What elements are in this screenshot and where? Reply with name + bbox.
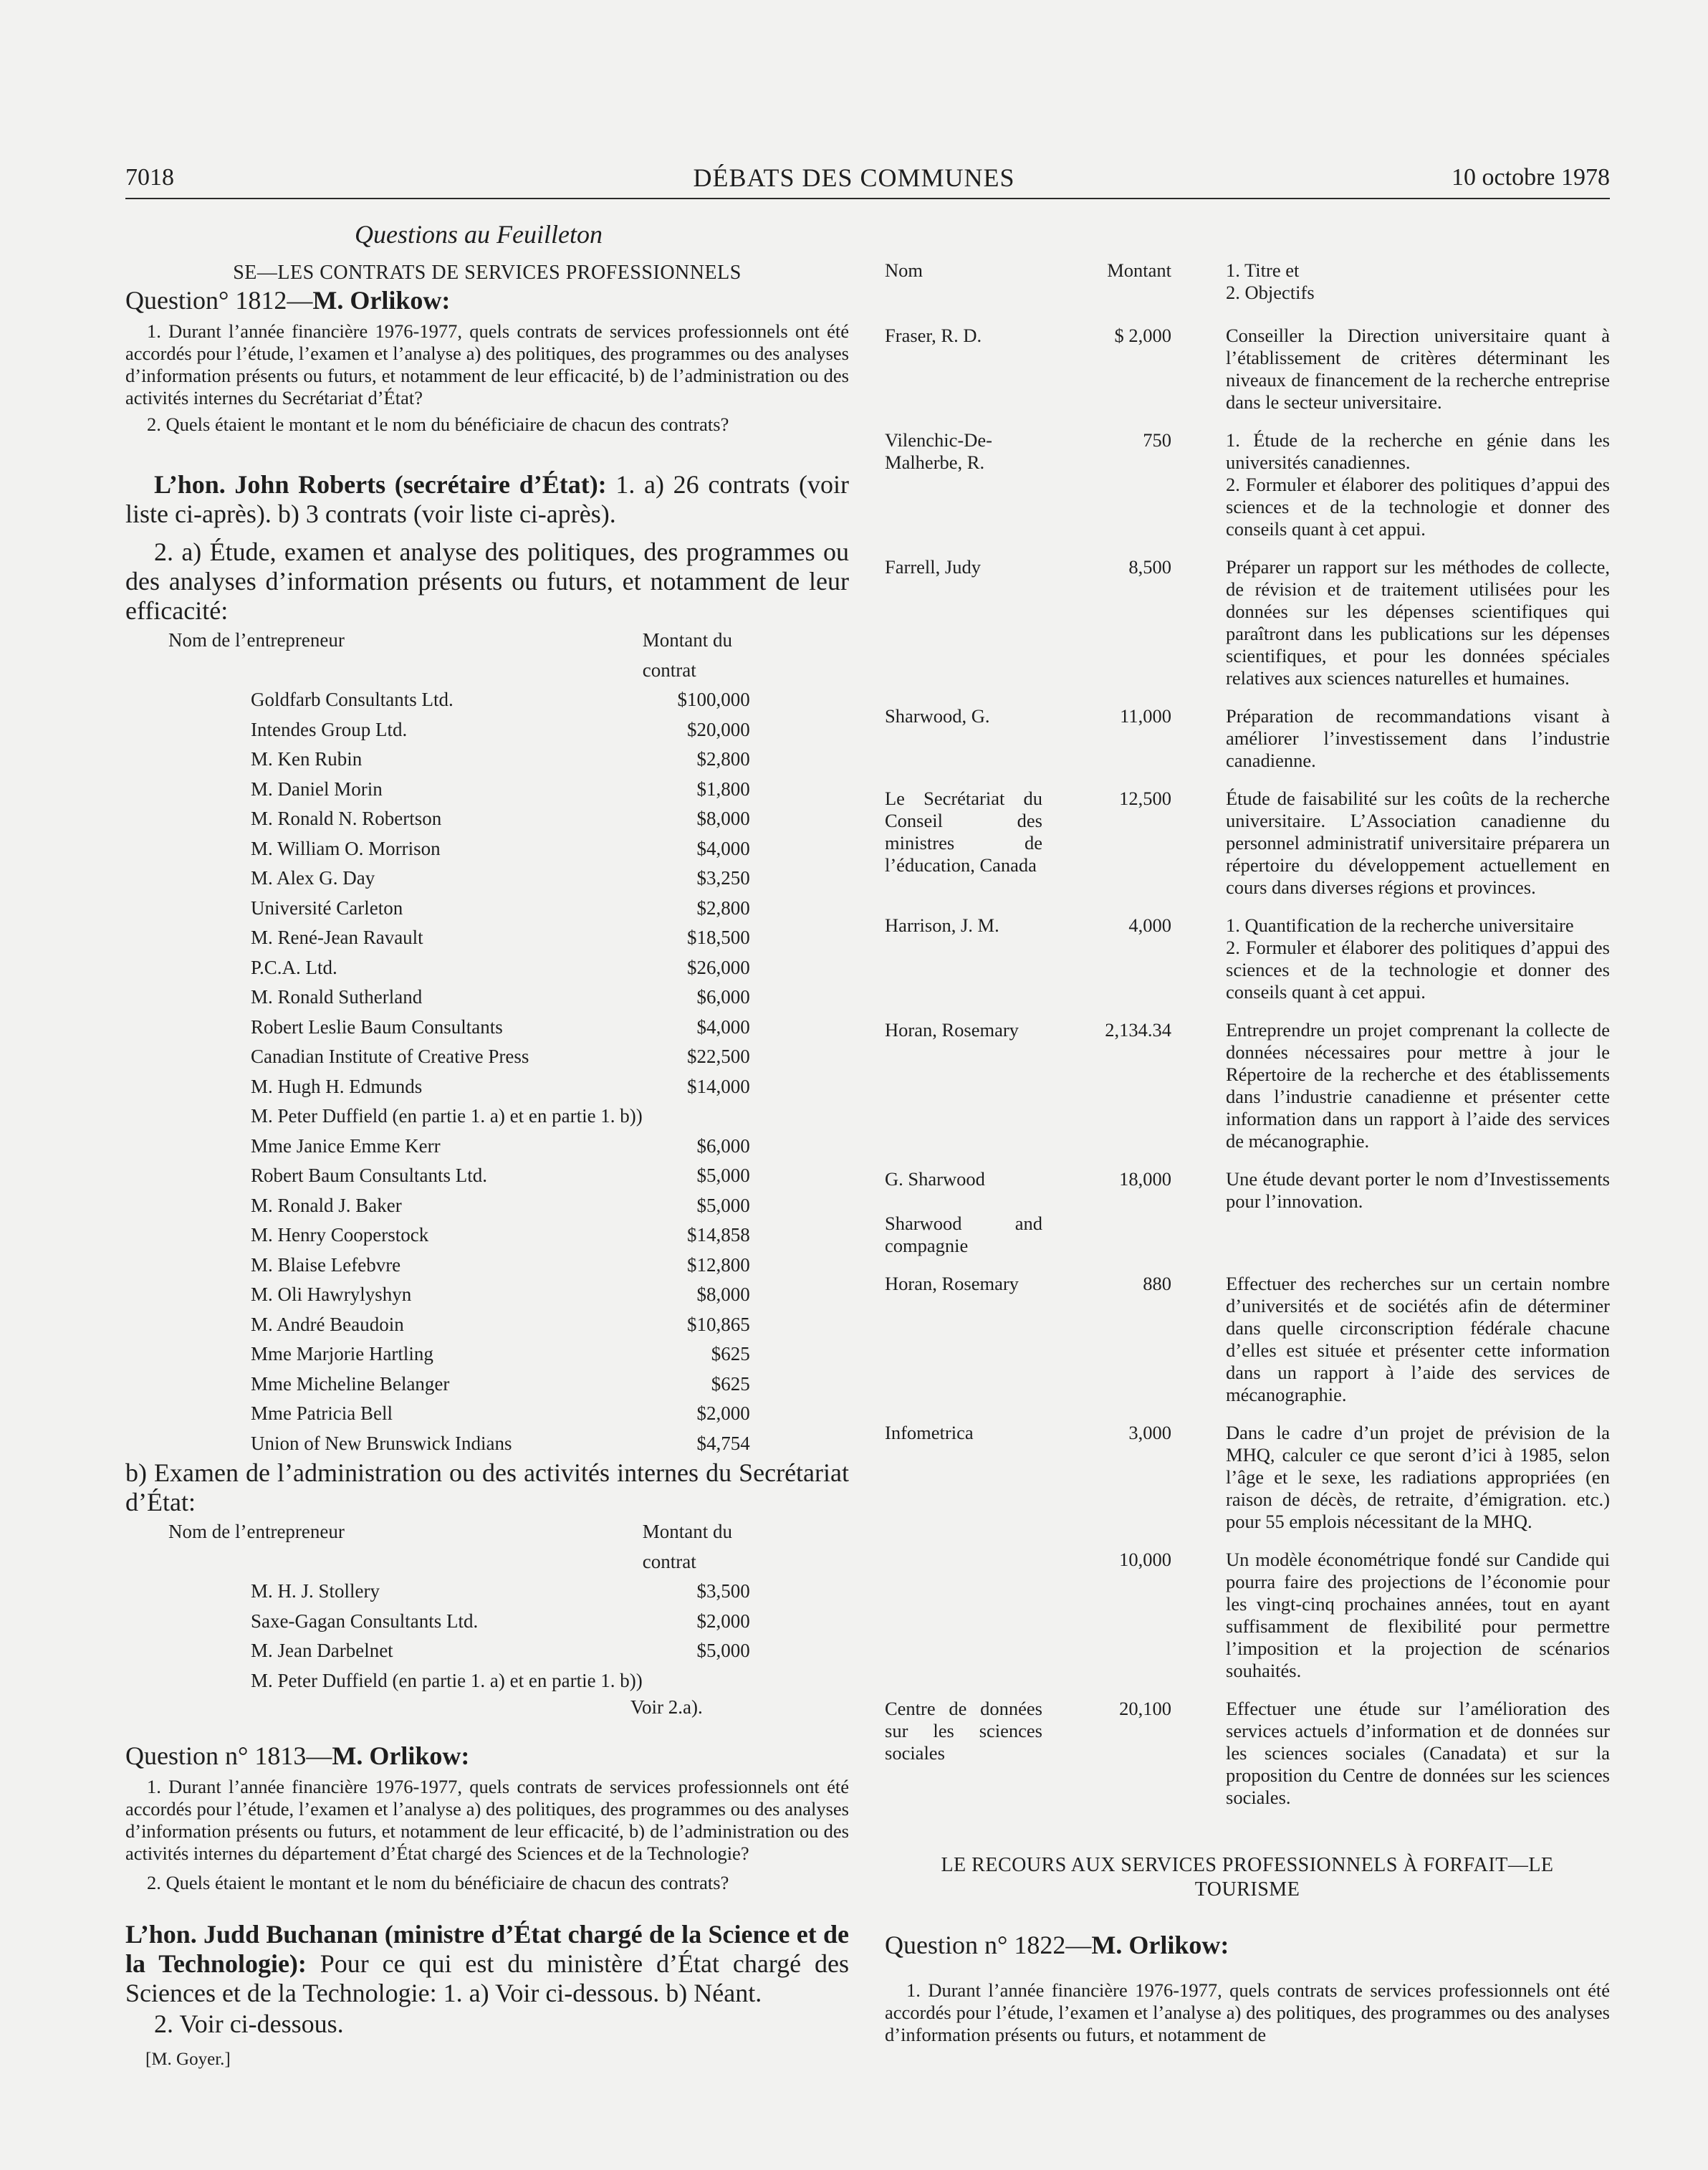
table-row	[125, 983, 750, 1013]
contract-amount: $14,858	[687, 1224, 750, 1246]
table-row	[125, 1370, 750, 1400]
page-number: 7018	[125, 164, 174, 191]
contractor-name: Saxe-Gagan Consultants Ltd.	[251, 1610, 479, 1632]
table-row	[125, 834, 750, 864]
contractor-name: Mme Janice Emme Kerr	[251, 1134, 441, 1157]
contractor-name: Horan, Rosemary	[885, 1273, 1019, 1294]
journal-title: DÉBATS DES COMMUNES	[693, 163, 1015, 192]
contractor-name: M. William O. Morrison	[251, 837, 441, 859]
contract-amount: $12,800	[687, 1253, 750, 1276]
contract-amount: 750	[1143, 429, 1171, 451]
table-row	[885, 1549, 1610, 1698]
contract-objectives: Effectuer des recherches sur un certain nombre d’universités et de sociétés afin de déterminer dans quelle circonscription fédérale chacune d’elles est située et présenter cette information dans un rapport à l’aide des services de mécanographie.	[1226, 1273, 1610, 1405]
section-b-heading: b) Examen de l’administration ou des activités internes du Secrétariat d’État:	[125, 1458, 849, 1516]
question-1812-heading	[125, 286, 849, 315]
contract-amount: $10,865	[687, 1313, 750, 1335]
speaker-note: [M. Goyer.]	[145, 2050, 231, 2069]
contract-amount: 18,000	[1119, 1168, 1171, 1190]
table-row	[125, 1399, 750, 1429]
contract-objectives: Dans le cadre d’un projet de prévision de la MHQ, calculer ce que seront d’ici à 1985, selon l’âge et le sexe, les radiations appropriées (en raison de décès, de retraite, d’émigration. etc.) pour 55 emplois nécessitant de la MHQ.	[1226, 1422, 1610, 1532]
contract-amount: 12,500	[1119, 788, 1171, 809]
contract-amount	[643, 1101, 750, 1132]
col-header-montant: Montant	[1107, 259, 1171, 281]
table-row	[125, 1666, 750, 1696]
contract-amount: 3,000	[1128, 1422, 1171, 1443]
contract-amount: $ 2,000	[1114, 325, 1171, 346]
contract-objectives: 1. Quantification de la recherche universitaire 2. Formuler et élaborer des politiques d’appui des sciences et de la technologie et donner des conseils quant à cet appui.	[1226, 914, 1610, 1003]
question-asker: M. Orlikow:	[1091, 1931, 1229, 1959]
contracts-detail-table	[885, 259, 1610, 1825]
contract-amount: $2,000	[696, 1610, 750, 1632]
contract-objectives: Préparer un rapport sur les méthodes de collecte, de révision et de traitement utilisées pour les données sur les dépenses scientifiques qui paraîtront dans les publications sur les dépenses scientifiques, et pour les données spéciales relatives aux sciences naturelles et humaines.	[1226, 556, 1610, 689]
contract-objectives: Étude de faisabilité sur les coûts de la recherche universitaire. L’Association canadienne du personnel administratif universitaire préparera un répertoire du développement actuellement en cours dans diverses régions et provinces.	[1226, 788, 1610, 898]
table-row	[125, 1607, 750, 1637]
table-row	[125, 775, 750, 805]
contract-objectives: Une étude devant porter le nom d’Investissements pour l’innovation.	[1226, 1168, 1610, 1212]
contractor-name: Harrison, J. M.	[885, 914, 999, 936]
table-row	[125, 1636, 750, 1666]
table-row	[885, 788, 1610, 914]
table-row	[125, 894, 750, 924]
table-row	[125, 1577, 750, 1607]
table-row	[125, 864, 750, 894]
section-title: SE—LES CONTRATS DE SERVICES PROFESSIONNELS	[233, 262, 742, 284]
contract-amount: $2,000	[696, 1402, 750, 1424]
table-row	[885, 914, 1610, 1019]
contract-amount: $26,000	[687, 956, 750, 978]
col-header-name: Nom de l’entrepreneur	[168, 1521, 345, 1542]
question-prefix: Question n° 1813—	[125, 1741, 332, 1770]
voir-note: Voir 2.a).	[630, 1696, 703, 1718]
contractor-name: M. H. J. Stollery	[251, 1580, 380, 1602]
contract-amount: 8,500	[1128, 556, 1171, 578]
contract-amount: $22,500	[687, 1046, 750, 1067]
table-row	[125, 1251, 750, 1281]
contract-amount: $5,000	[696, 1165, 750, 1186]
left-column	[125, 219, 849, 2070]
table-row	[125, 1042, 750, 1072]
contracts-table-a	[125, 626, 750, 1458]
table-row	[125, 804, 750, 834]
table-row	[125, 715, 750, 745]
contract-amount: $5,000	[696, 1194, 750, 1216]
answer-1-speaker: L’hon. John Roberts (secrétaire d’État):	[154, 470, 607, 499]
answer-2-speaker: L’hon. Judd Buchanan (ministre d’État chargé de la Science et de la Technologie):	[125, 1920, 849, 1978]
table-row	[125, 1161, 750, 1191]
table-row	[125, 1429, 750, 1459]
contract-amount: 880	[1143, 1273, 1171, 1294]
contractor-name: M. Ronald N. Robertson	[251, 808, 442, 829]
question-1812-part2: 2. Quels étaient le montant et le nom du bénéficiaire de chacun des contrats?	[147, 414, 729, 435]
table-row	[885, 325, 1610, 429]
answer-2-paragraph	[125, 1920, 849, 2008]
contract-amount: 2,134.34	[1105, 1019, 1171, 1041]
contract-amount: $100,000	[677, 689, 750, 710]
contractor-name: Union of New Brunswick Indians	[251, 1432, 512, 1454]
contractor-name: Mme Micheline Belanger	[251, 1372, 450, 1395]
contract-amount: 4,000	[1128, 914, 1171, 936]
table-row	[125, 953, 750, 983]
contract-amount: $18,500	[687, 927, 750, 948]
right-column	[885, 259, 1610, 2046]
contractor-name	[885, 1549, 1042, 1698]
table-row	[885, 705, 1610, 788]
table-row	[125, 1280, 750, 1310]
contractor-name: M. Jean Darbelnet	[251, 1640, 393, 1661]
answer-1-paragraph	[125, 470, 849, 529]
contractor-name: Robert Baum Consultants Ltd.	[251, 1165, 487, 1186]
page-date: 10 octobre 1978	[1452, 164, 1610, 191]
contract-amount: $3,250	[696, 867, 750, 889]
contract-amount: $4,000	[696, 1015, 750, 1038]
contractor-name: Vilenchic-De-Malherbe, R.	[885, 429, 992, 473]
section-italic: Questions au Feuilleton	[355, 220, 603, 249]
header-rule	[125, 198, 1610, 199]
contract-objectives: 1. Étude de la recherche en génie dans les universités canadiennes. 2. Formuler et élaborer des politiques d’appui des sciences et de la technologie et donner des conseils quant à cet appui.	[1226, 429, 1610, 540]
table-row	[125, 1101, 750, 1132]
answer-2-text: Pour ce qui est du ministère d’État chargé des Sciences et de la Technologie: 1. a) Voir ci-dessous. b) Néant.	[125, 1949, 849, 2007]
contract-amount: $2,800	[696, 897, 750, 919]
contract-objectives: Entreprendre un projet comprenant la collecte de données nécessaires pour mettre à jour le Répertoire de la recherche et des établissements dans l’industrie canadienne et présenter cette information dans un rapport à l’aide des services de mécanographie.	[1226, 1019, 1610, 1152]
contractor-name: M. Peter Duffield (en partie 1. a) et en partie 1. b))	[251, 1669, 643, 1691]
contract-amount: $14,000	[687, 1075, 750, 1097]
contractor-name: M. René-Jean Ravault	[251, 927, 423, 948]
table-row	[885, 1698, 1610, 1825]
contract-amount: $20,000	[687, 718, 750, 740]
table-row	[885, 429, 1610, 556]
contractor-name: M. Peter Duffield (en partie 1. a) et en partie 1. b))	[251, 1105, 643, 1127]
contractor-name: Mme Marjorie Hartling	[251, 1343, 433, 1364]
table-row	[885, 1168, 1610, 1273]
contractor-name: M. Hugh H. Edmunds	[251, 1075, 423, 1097]
contractor-name: Sharwood, G.	[885, 705, 990, 727]
question-prefix: Question° 1812—	[125, 286, 313, 315]
answer-2-part2: 2. Voir ci-dessous.	[154, 2009, 344, 2038]
question-1813-heading	[125, 1741, 849, 1770]
contractor-name: M. Ronald J. Baker	[251, 1194, 402, 1216]
contractor-name: Horan, Rosemary	[885, 1019, 1019, 1041]
table-row	[125, 1310, 750, 1340]
question-asker: M. Orlikow:	[312, 286, 451, 315]
question-1822-part1: 1. Durant l’année financière 1976-1977, quels contrats de services professionnels ont été accordés pour l’étude, l’examen et l’analyse a) des politiques, des programmes ou des analyses d’information présents ou futurs, et notamment de	[885, 1979, 1610, 2045]
col-header-objectifs: 1. Titre et 2. Objectifs	[1226, 259, 1315, 303]
contract-amount: $8,000	[696, 808, 750, 829]
contractor-name: M. Alex G. Day	[251, 867, 375, 889]
contractor-name: M. Daniel Morin	[251, 778, 383, 800]
contractor-name: Goldfarb Consultants Ltd.	[251, 689, 454, 710]
contract-amount: $2,800	[696, 748, 750, 770]
answer-1-part2: 2. a) Étude, examen et analyse des politiques, des programmes ou des analyses d’information présents ou futurs, et notamment de leur efficacité:	[125, 537, 849, 625]
table-row	[125, 923, 750, 953]
contract-amount: $6,000	[696, 986, 750, 1008]
contractor-name: M. André Beaudoin	[251, 1313, 404, 1335]
contract-amount: $4,000	[696, 837, 750, 859]
table-row	[885, 556, 1610, 705]
contractor-name: M. Blaise Lefebvre	[251, 1253, 401, 1276]
contract-objectives: Conseiller la Direction universitaire quant à l’établissement de critères déterminant les niveaux de financement de la recherche entreprise dans le secteur universitaire.	[1226, 325, 1610, 413]
contractor-name: Canadian Institute of Creative Press	[251, 1046, 529, 1067]
contractor-name: Intendes Group Ltd.	[251, 718, 408, 740]
contractor-name: M. Oli Hawrylyshyn	[251, 1284, 412, 1305]
contractor-name: M. Ronald Sutherland	[251, 986, 423, 1008]
contract-amount: $3,500	[696, 1580, 750, 1602]
section-2-title: LE RECOURS AUX SERVICES PROFESSIONNELS À FORFAIT—LE TOURISME	[941, 1854, 1554, 1901]
contract-objectives: Effectuer une étude sur l’amélioration des services actuels d’information et de données sur les sciences sociales (Canadata) et sur la proposition du Centre de données sur les sciences sociales.	[1226, 1698, 1610, 1808]
question-1812-part1: 1. Durant l’année financière 1976-1977, quels contrats de services professionnels ont été accordés pour l’étude, l’examen et l’analyse a) des politiques, des programmes ou des analyses d’information présents ou futurs, et notamment de leur efficacité, b) de l’administration ou des activités internes du Secrétariat d’État?	[125, 320, 849, 408]
col-header-name: Nom de l’entrepreneur	[168, 629, 345, 651]
col-header-amount: Montant du contrat	[642, 1521, 733, 1572]
contractor-name: Centre de données sur les sciences sociales	[885, 1698, 1042, 1764]
col-header-nom: Nom	[885, 259, 923, 281]
contract-amount: 11,000	[1120, 705, 1171, 727]
contractor-name: Mme Patricia Bell	[251, 1402, 393, 1424]
question-1813-part1: 1. Durant l’année financière 1976-1977, quels contrats de services professionnels ont été accordés pour l’étude, l’examen et l’analyse a) des politiques, des programmes ou des analyses d’information présents ou futurs, et notamment de leur efficacité, b) de l’administration ou des activités internes du département d’État chargé des Sciences et de la Technologie?	[125, 1776, 849, 1864]
table-row	[885, 1273, 1610, 1422]
table-row	[125, 1220, 750, 1251]
contract-amount: $625	[711, 1343, 750, 1364]
contractor-name: Fraser, R. D.	[885, 325, 982, 346]
contractor-name: M. Ken Rubin	[251, 748, 363, 770]
contractor-name: G. Sharwood Sharwood and compagnie	[885, 1168, 1042, 1256]
contract-amount: 10,000	[1119, 1549, 1171, 1570]
contractor-name: M. Henry Cooperstock	[251, 1224, 429, 1246]
table-row	[125, 745, 750, 775]
answer-1-text: 1. a) 26 contrats (voir liste ci-après). b) 3 contrats (voir liste ci-après).	[125, 470, 849, 528]
table-row	[885, 1422, 1610, 1549]
contract-amount: $6,000	[696, 1134, 750, 1157]
table-row	[125, 1339, 750, 1370]
contractor-name: Farrell, Judy	[885, 556, 981, 578]
contract-amount: 20,100	[1119, 1698, 1171, 1719]
question-prefix: Question n° 1822—	[885, 1931, 1092, 1959]
question-asker: M. Orlikow:	[332, 1741, 470, 1770]
contractor-name: Infometrica	[885, 1422, 974, 1443]
contractor-name: Robert Leslie Baum Consultants	[251, 1015, 503, 1038]
contract-amount: $625	[711, 1372, 750, 1395]
table-row	[125, 1072, 750, 1102]
contract-amount: $5,000	[696, 1640, 750, 1661]
question-1813-part2: 2. Quels étaient le montant et le nom du bénéficiaire de chacun des contrats?	[147, 1872, 729, 1893]
contractor-name: P.C.A. Ltd.	[251, 956, 337, 978]
contractor-name: Université Carleton	[251, 897, 403, 919]
table-row	[885, 1019, 1610, 1168]
contract-amount: $4,754	[696, 1432, 750, 1454]
contracts-table-b	[125, 1517, 750, 1696]
contract-amount: $1,800	[696, 778, 750, 800]
table-row	[125, 1132, 750, 1162]
table-row	[125, 1191, 750, 1221]
table-row	[125, 685, 750, 715]
contract-amount: $8,000	[696, 1284, 750, 1305]
contractor-name: Le Secrétariat du Conseil des ministres de l’éducation, Canada	[885, 788, 1042, 876]
contract-amount	[643, 1666, 750, 1696]
contract-objectives: Un modèle économétrique fondé sur Candide qui pourra faire des projections de l’économie pour les vingt-cinq prochaines années, tout en ayant suffisamment de flexibilité pour permettre l’imposition et la projection de scénarios souhaités.	[1226, 1549, 1610, 1681]
table-row	[125, 1013, 750, 1043]
col-header-amount: Montant du contrat	[642, 629, 733, 681]
question-1822-heading	[885, 1931, 1610, 1959]
contract-objectives: Préparation de recommandations visant à améliorer l’investissement dans l’industrie canadienne.	[1226, 705, 1610, 771]
